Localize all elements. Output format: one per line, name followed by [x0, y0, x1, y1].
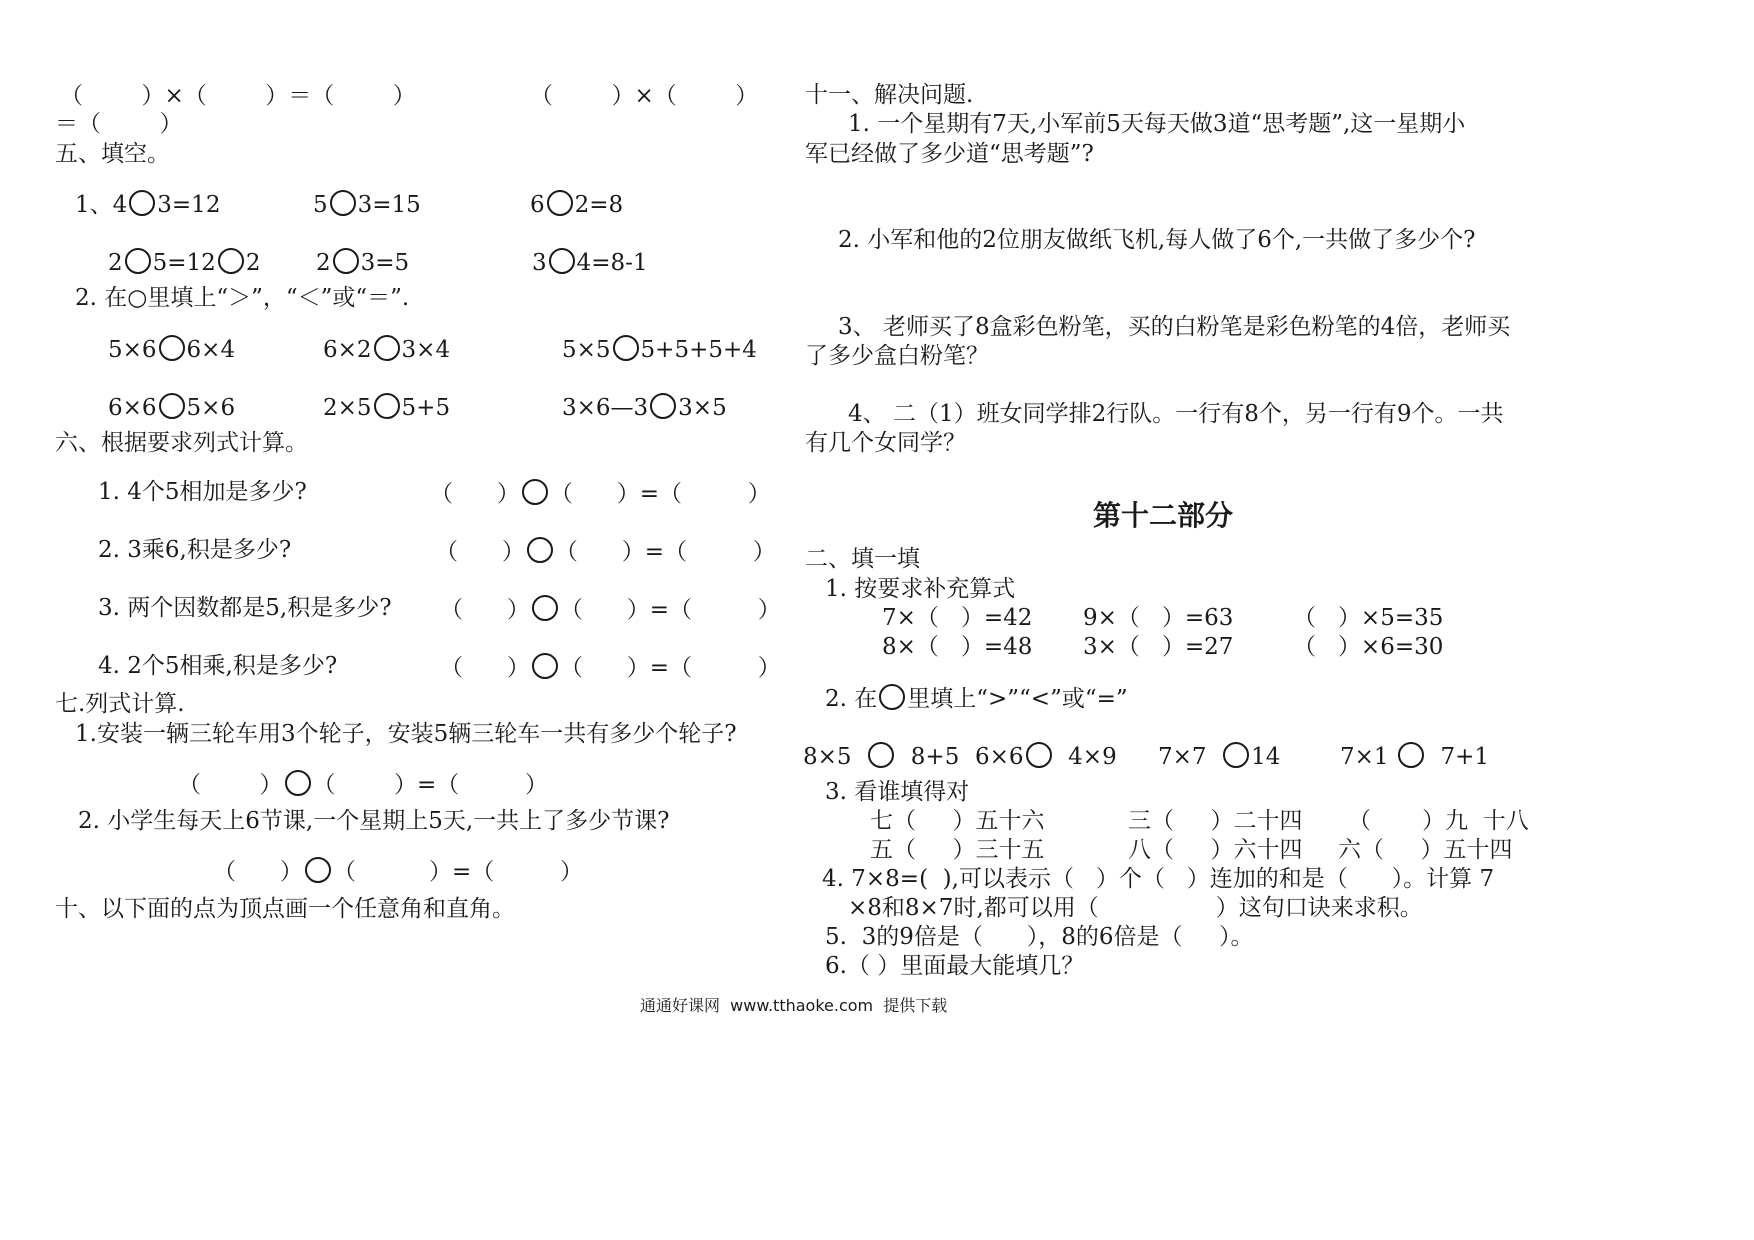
s7-q1: 1.安装一辆三轮车用3个轮子，安装5辆三轮车一共有多少个轮子? [75, 721, 737, 747]
s2-q4-line2: ×8和8×7时,都可以用（ ）这句口诀来求积。 [848, 895, 1423, 921]
s2-q6: 6.（ ）里面最大能填几？ [825, 953, 1085, 979]
s2-q1-item: 3×（ ）=27 [1083, 634, 1234, 660]
s5-q1-item: 3 4=8-1 [532, 250, 648, 276]
s6-answer: （ ） （ ）=（ ） [430, 481, 771, 507]
blank-circle[interactable] [218, 248, 244, 274]
s5-q2-item: 5×6 6×4 [108, 337, 236, 363]
s2-q1-item: （ ）×6=30 [1293, 634, 1444, 660]
s5-q2-item: 2×5 5+5 [323, 395, 451, 421]
blank-circle[interactable] [374, 335, 400, 361]
footer-credit: 通通好课网 www.tthaoke.com 提供下载 [640, 996, 948, 1015]
s11-q3-line1: 3、 老师买了8盒彩色粉笔，买的白粉笔是彩色粉笔的4倍，老师买 [838, 314, 1511, 340]
s2-q3-item: 五（ ）三十五 [870, 837, 1045, 863]
blank-circle[interactable] [547, 190, 573, 216]
s2-q3-item: 三（ ）二十四 [1128, 808, 1303, 834]
s2-q2-item: 7×7 14 [1158, 744, 1281, 770]
s2-q3-item: 七（ ）五十六 [870, 808, 1045, 834]
s6-question: 1. 4个5相加是多少? [98, 479, 307, 505]
blank-circle [879, 684, 905, 710]
section-10-title: 十、以下面的点为顶点画一个任意角和直角。 [55, 896, 515, 922]
s5-q1-item: 2 3=5 [316, 250, 410, 276]
blank-circle[interactable] [613, 335, 639, 361]
section-6-title: 六、根据要求列式计算。 [55, 430, 308, 456]
s5-q1-label: 1、 [75, 192, 113, 218]
blank-circle[interactable] [868, 742, 894, 768]
top-equation-2: ＝（ ） [55, 111, 183, 137]
s2-q1-item: 8×（ ）=48 [882, 634, 1033, 660]
s2-q2-item: 6×6 4×9 [975, 744, 1117, 770]
s11-q2: 2. 小军和他的2位朋友做纸飞机,每人做了6个,一共做了多少个? [838, 227, 1476, 253]
s2-q2-item: 7×1 7+1 [1340, 744, 1490, 770]
s5-q1-item: 2 5=12 2 [108, 250, 261, 276]
section-7-title: 七.列式计算. [55, 691, 185, 717]
s6-question: 4. 2个5相乘,积是多少? [98, 653, 338, 679]
blank-circle[interactable] [374, 393, 400, 419]
blank-circle[interactable] [522, 479, 548, 505]
s2-q3-item: 六（ ）五十四 [1338, 837, 1513, 863]
blank-circle[interactable] [650, 393, 676, 419]
s2-q5: 5. 3的9倍是（ ），8的6倍是（ ）。 [825, 924, 1254, 950]
s5-q1-item: 1、4 3=12 [75, 192, 221, 218]
s7-q1-answer: （ ） （ ）=（ ） [178, 772, 549, 798]
s2-q1-item: （ ）×5=35 [1293, 605, 1444, 631]
s11-q3-line2: 了多少盒白粉笔？ [805, 343, 989, 369]
blank-circle[interactable] [549, 248, 575, 274]
section-5-title: 五、填空。 [55, 141, 170, 167]
blank-circle[interactable] [1026, 742, 1052, 768]
s6-question: 2. 3乘6,积是多少? [98, 537, 292, 563]
top-equation-1: （ ）×（ ）＝（ ） [60, 83, 416, 109]
s5-q1-item: 6 2=8 [530, 192, 624, 218]
blank-circle[interactable] [125, 248, 151, 274]
s7-q2-answer: （ ） （ ）=（ ） [213, 859, 584, 885]
s6-answer: （ ） （ ）=（ ） [440, 597, 781, 623]
s6-question: 3. 两个因数都是5,积是多少? [98, 595, 392, 621]
blank-circle[interactable] [527, 537, 553, 563]
s2-q1-item: 7×（ ）=42 [882, 605, 1033, 631]
blank-circle[interactable] [159, 335, 185, 361]
s5-q1-item: 5 3=15 [313, 192, 421, 218]
blank-circle[interactable] [305, 857, 331, 883]
s2-q4-line1: 4. 7×8=( ),可以表示（ ）个（ ）连加的和是（ ）。计算 7 [822, 866, 1495, 892]
part-title: 第十二部分 [1093, 499, 1234, 532]
section-2-title: 二、填一填 [805, 546, 920, 572]
s2-q3-item: 八（ ）六十四 [1128, 837, 1303, 863]
blank-circle[interactable] [159, 393, 185, 419]
s5-q2-instruction: 2. 在○里填上“＞”，“＜”或“＝”. [75, 285, 410, 311]
blank-circle[interactable] [532, 595, 558, 621]
s2-q2-item: 8×5 8+5 [803, 744, 960, 770]
blank-circle[interactable] [532, 653, 558, 679]
s5-q2-item: 6×2 3×4 [323, 337, 451, 363]
s5-q2-item: 5×5 5+5+5+4 [562, 337, 757, 363]
section-11-title: 十一、解决问题. [805, 82, 974, 108]
s2-q1: 1. 按要求补充算式 [825, 576, 1016, 602]
s5-q2-item: 6×6 5×6 [108, 395, 236, 421]
s11-q4-line2: 有几个女同学？ [805, 430, 966, 456]
s2-q1-item: 9×（ ）=63 [1083, 605, 1234, 631]
blank-circle[interactable] [1223, 742, 1249, 768]
blank-circle[interactable] [333, 248, 359, 274]
s2-q2-instruction: 2. 在 里填上“>”“<”或“=” [825, 686, 1128, 712]
top-equation-1b: （ ）×（ ） [530, 83, 759, 109]
s6-answer: （ ） （ ）=（ ） [435, 539, 776, 565]
s11-q1-line2: 军已经做了多少道“思考题”? [805, 141, 1094, 167]
s7-q2: 2. 小学生每天上6节课,一个星期上5天,一共上了多少节课? [78, 808, 670, 834]
s6-answer: （ ） （ ）=（ ） [440, 655, 781, 681]
s2-q3-item: （ ）九 十八 [1348, 808, 1529, 834]
blank-circle[interactable] [129, 190, 155, 216]
s2-q3: 3. 看谁填得对 [825, 779, 970, 805]
s5-q2-item: 3×6—3 3×5 [562, 395, 727, 421]
blank-circle[interactable] [330, 190, 356, 216]
blank-circle[interactable] [285, 770, 311, 796]
s11-q4-line1: 4、 二（1）班女同学排2行队。一行有8个，另一行有9个。一共 [848, 401, 1504, 427]
s11-q1-line1: 1. 一个星期有7天,小军前5天每天做3道“思考题”,这一星期小 [848, 111, 1466, 137]
blank-circle[interactable] [1398, 742, 1424, 768]
